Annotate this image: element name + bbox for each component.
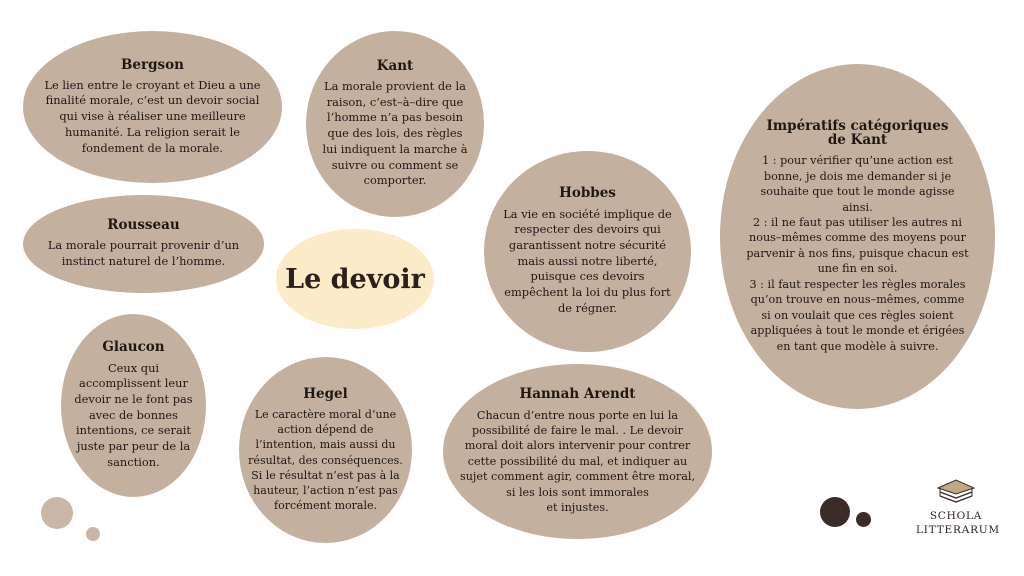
books-icon bbox=[934, 476, 978, 506]
hobbes-title: Hobbes bbox=[559, 185, 616, 202]
glaucon-title: Glaucon bbox=[102, 339, 165, 356]
glaucon-text: Ceux qui accomplissent leur devoir ne le font pas avec de bonnes intentions, ce serait juste par peur de la sanction. bbox=[74, 360, 193, 469]
bubble-hannah-arendt bbox=[443, 364, 712, 539]
kant-title: Kant bbox=[376, 57, 414, 74]
arendt-title: Hannah Arendt bbox=[519, 386, 636, 403]
rousseau-text: La morale pourrait provenir d’un instinct naturel de l’homme. bbox=[47, 238, 240, 269]
decor-dot-small-dark bbox=[856, 512, 871, 527]
bubble-hegel bbox=[239, 357, 412, 543]
bergson-title: Bergson bbox=[121, 56, 184, 73]
arendt-text: Chacun d’entre nous porte en lui la possibilité de faire le mal. . Le devoir moral doit alors intervenir pour contrer cette possibilité du mal, et indiquer au sujet comment agir, comment être moral, si les lois sont immorales et injustes. bbox=[459, 408, 696, 515]
hegel-title: Hegel bbox=[303, 385, 348, 402]
logo-text-line2: LITTERARUM bbox=[916, 523, 1000, 536]
decor-dot-large-dark bbox=[820, 497, 850, 527]
bergson-text: Le lien entre le croyant et Dieu a une finalité morale, c’est un devoir social qui vise à réaliser une meilleure humanité. La religion serait le fondement de la morale. bbox=[44, 77, 261, 155]
decor-dot-large-light bbox=[41, 497, 73, 529]
central-title: Le devoir bbox=[285, 263, 425, 295]
central-topic bbox=[276, 229, 434, 329]
kant-imperatives-text: 1 : pour vérifier qu’une action est bonne, je dois me demander si je souhaite que tout le monde agisse ainsi. 2 : il ne faut pas utiliser les autres ni nous–mêmes comme des moyens pour parvenir à nos fins, puisque chacun est une fin en soi. 3 : il faut respecter les règles morales qu’on trouve en nous–mêmes, comme si on voulait que ces règles soient appliquées à tout le monde et érigées en tant que modèle à suivre. bbox=[746, 154, 969, 353]
bubble-rousseau bbox=[23, 195, 264, 293]
kant-imperatives-title: Impératifs catégoriques de Kant bbox=[766, 117, 949, 149]
bubble-kant-imperatives bbox=[720, 64, 995, 409]
rousseau-title: Rousseau bbox=[107, 217, 180, 234]
bubble-hobbes bbox=[484, 151, 691, 352]
schola-litterarum-logo bbox=[916, 476, 1000, 537]
bubble-glaucon bbox=[61, 314, 206, 497]
decor-dot-small-light bbox=[86, 527, 100, 541]
hegel-text: Le caractère moral d’une action dépend de l’intention, mais aussi du résultat, des conséquences. Si le résultat n’est pas à la hauteur, l’action n’est pas forcément morale. bbox=[248, 407, 403, 513]
hobbes-text: La vie en société implique de respecter des devoirs qui garantissent notre sécurité mais aussi notre liberté, puisque ces devoirs empêchent la loi du plus fort de régner. bbox=[503, 206, 672, 315]
logo-text-line1: SCHOLA bbox=[929, 510, 983, 522]
bubble-kant bbox=[306, 31, 484, 217]
kant-text: La morale provient de la raison, c’est–à–dire que l’homme n’a pas besoin que des lois, des règles lui indiquent la marche à suivre ou comment se comporter. bbox=[322, 79, 468, 188]
bubble-bergson bbox=[23, 31, 282, 183]
